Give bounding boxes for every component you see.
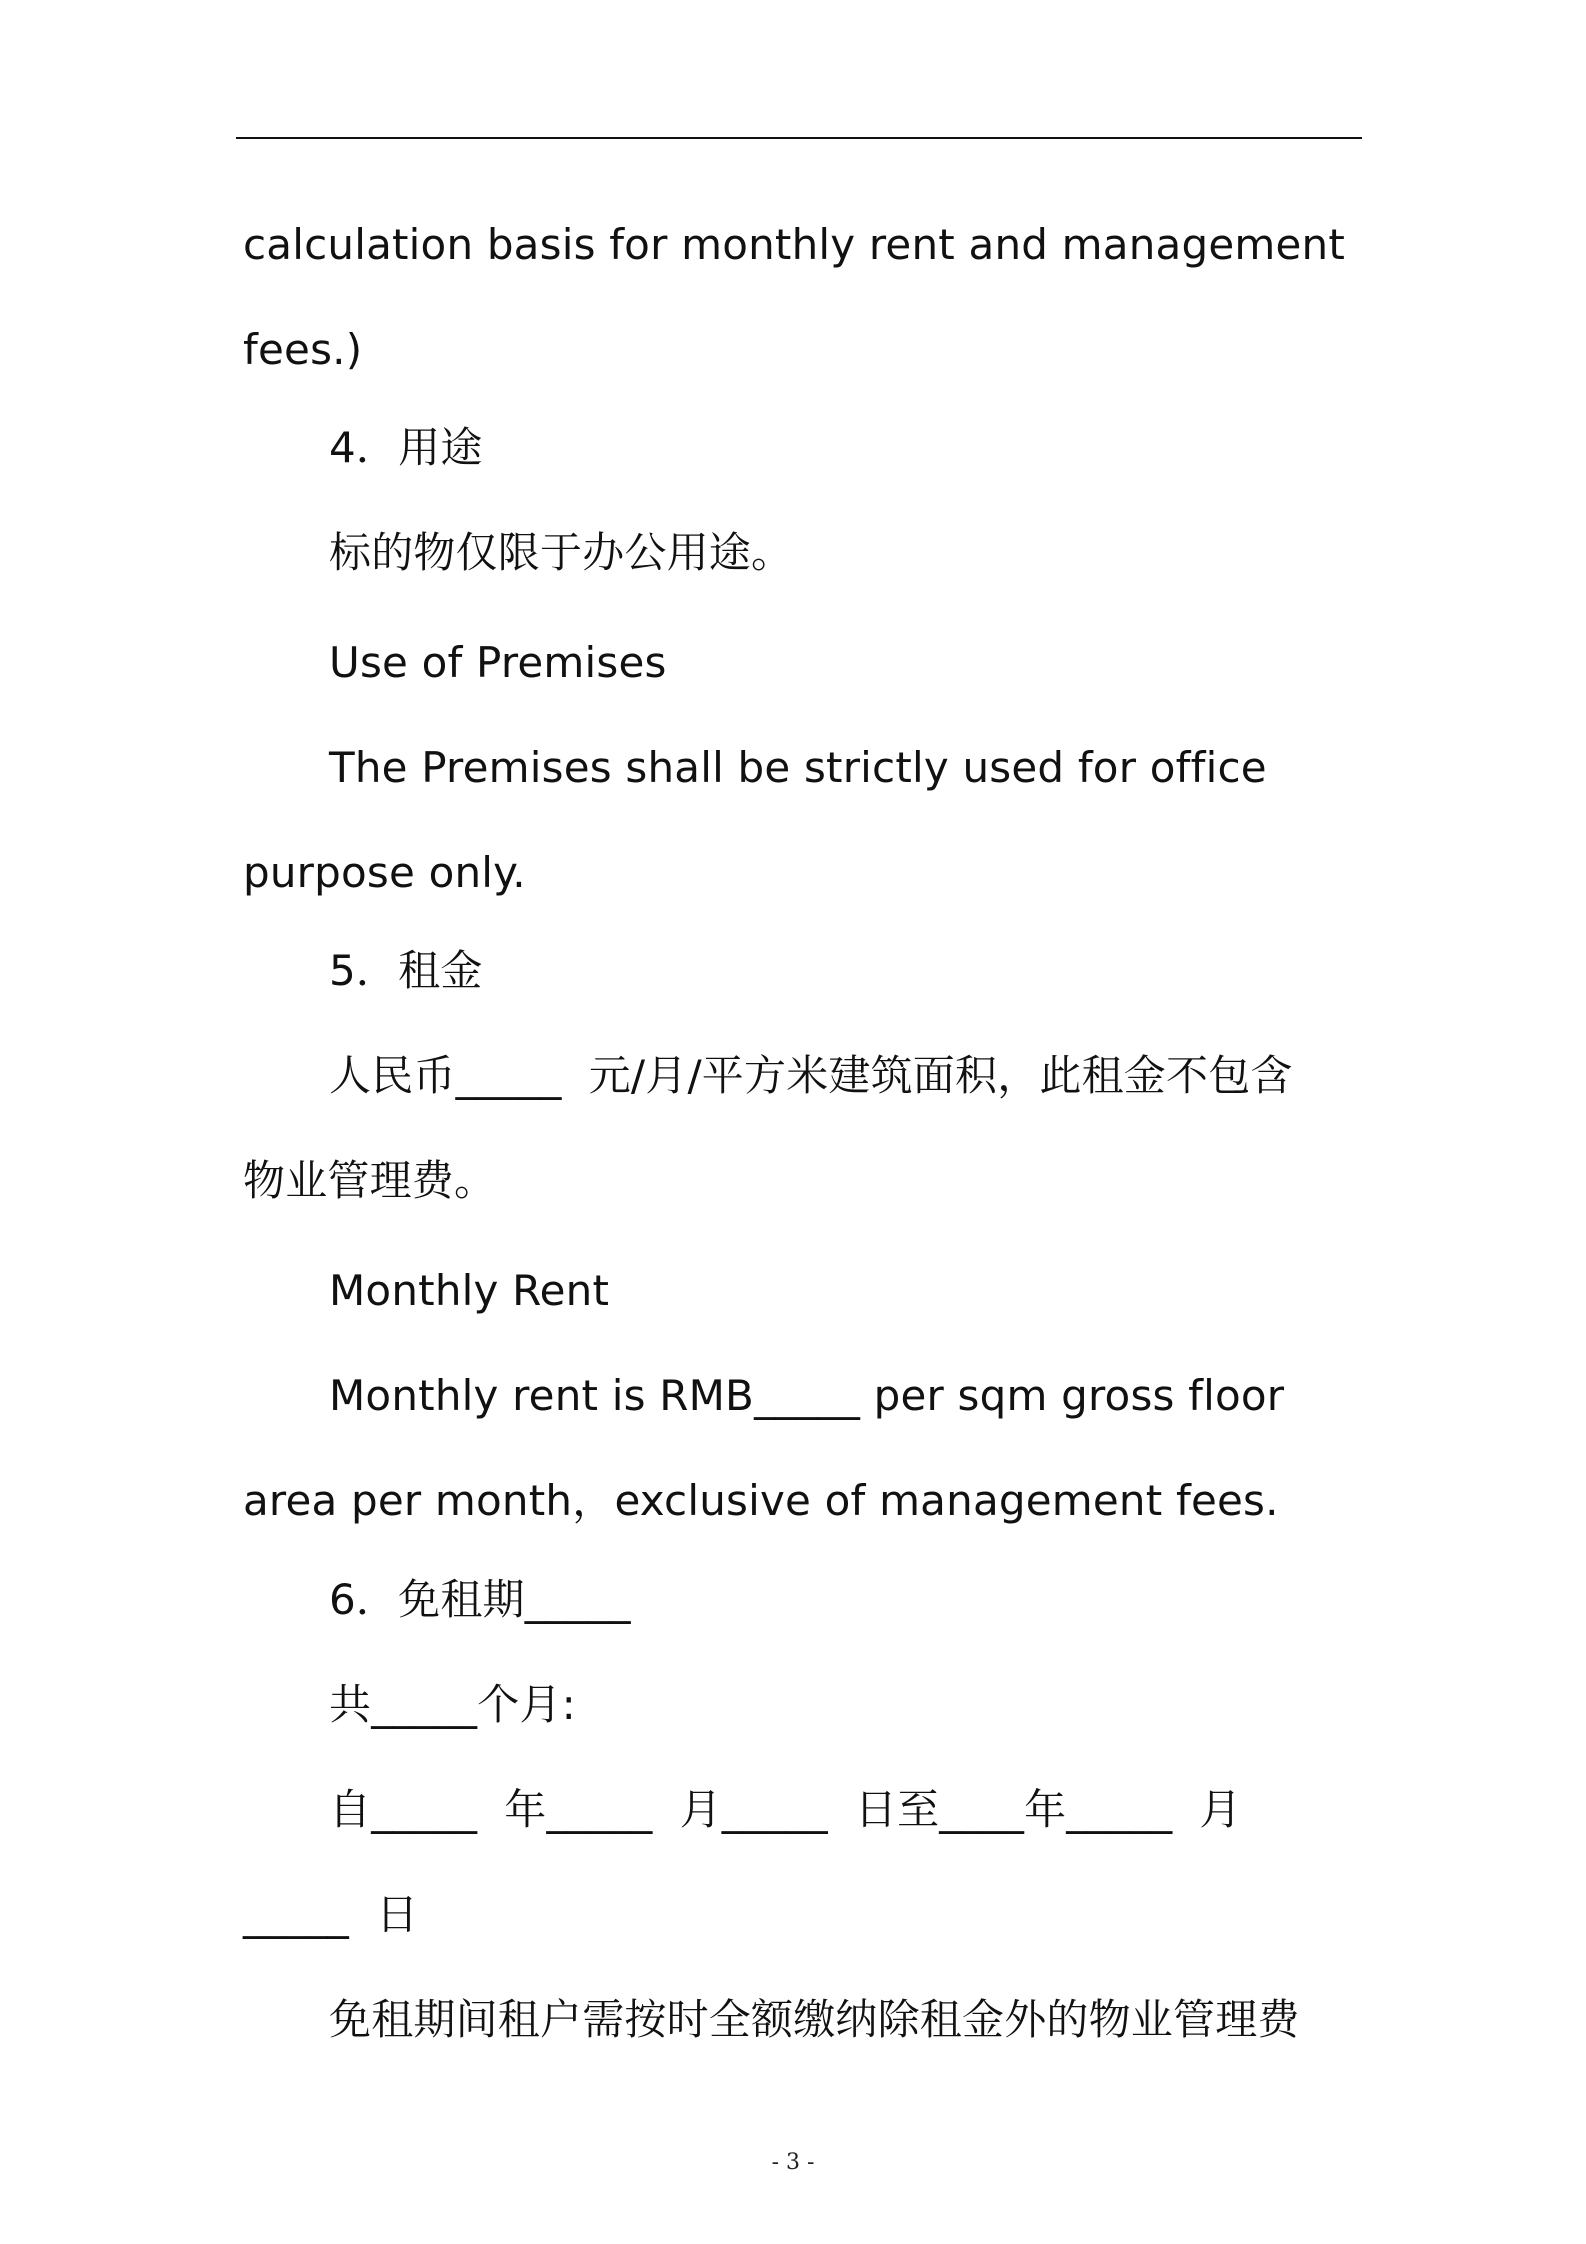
paragraph-line: area per month，exclusive of management fees. [243, 1476, 1279, 1525]
paragraph-line: Monthly rent is RMB_____ per sqm gross floor [329, 1371, 1285, 1420]
paragraph-line: 物业管理费。 [243, 1156, 497, 1205]
page-number: - 3 - [771, 2150, 815, 2175]
section-heading-rent-free: 6．免租期_____ [329, 1575, 631, 1624]
paragraph-line: 人民币_____ 元/月/平方米建筑面积，此租金不包含 [329, 1051, 1293, 1100]
paragraph-line: 自_____ 年_____ 月_____ 日至____年_____ 月 [329, 1785, 1242, 1834]
section-heading-use: 4．用途 [329, 423, 483, 472]
paragraph-line: 标的物仅限于办公用途。 [329, 528, 794, 577]
section-heading-use-en: Use of Premises [329, 638, 667, 687]
paragraph-line: The Premises shall be strictly used for office [329, 743, 1267, 792]
section-heading-rent-en: Monthly Rent [329, 1266, 610, 1315]
paragraph-line: 共_____个月: [329, 1680, 576, 1729]
paragraph-line: 免租期间租户需按时全额缴纳除租金外的物业管理费 [329, 1995, 1300, 2044]
paragraph-line: _____ 日 [243, 1890, 419, 1939]
paragraph-line: fees.) [243, 325, 363, 374]
section-heading-rent: 5．租金 [329, 946, 483, 995]
header-rule [236, 137, 1362, 139]
paragraph-line: calculation basis for monthly rent and management [243, 220, 1346, 269]
paragraph-line: purpose only. [243, 848, 526, 897]
